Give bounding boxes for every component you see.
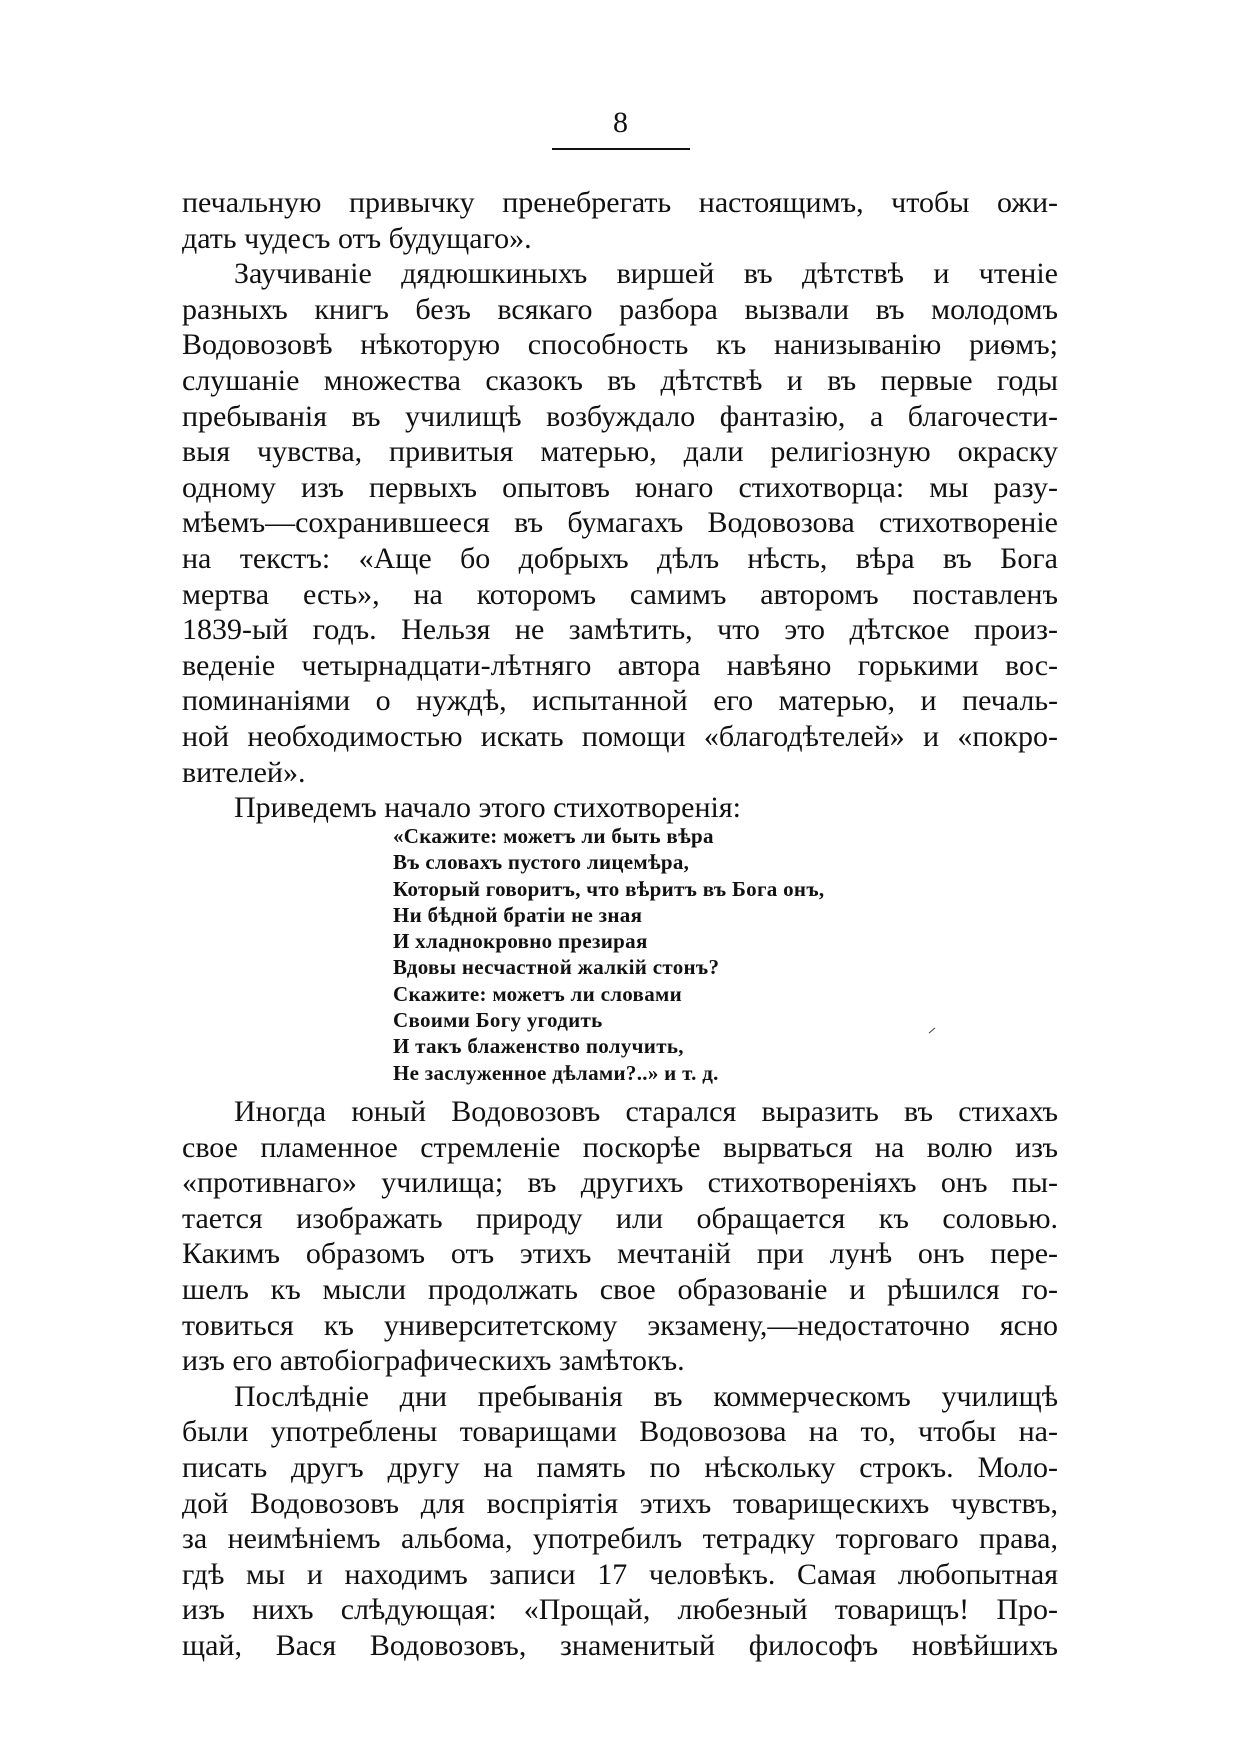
verse-line: Въ словахъ пустого лицемѣра, — [393, 850, 690, 875]
poem-quote — [393, 823, 824, 1086]
verse-line: И хладнокровно презирая — [393, 929, 648, 954]
text-line: щай, Вася Водовозовъ, знаменитый философъ новѣйшихъ — [182, 1628, 1058, 1662]
text-line: печальную привычку пренебрегать настоящимъ, чтобы ожи- — [182, 186, 1058, 219]
verse-line: Не заслуженное дѣлами?..» и т. д. — [393, 1060, 719, 1085]
text-line: 1839-ый годъ. Нельзя не замѣтить, что это дѣтское произ- — [182, 613, 1058, 647]
text-line: поминаніями о нуждѣ, испытанной его матерью, и печаль- — [182, 684, 1058, 718]
verse-line: Своими Богу угодить — [393, 1008, 603, 1033]
text-line: Заучиваніе дядюшкиныхъ виршей въ дѣтствѣ и чтеніе — [234, 257, 1058, 291]
text-line: одному изъ первыхъ опытовъ юнаго стихотворца: мы разу- — [182, 470, 1058, 504]
verse-line: «Скажите: можетъ ли быть вѣра — [393, 824, 714, 848]
text-line: Водовозовѣ нѣкоторую способность къ нанизыванію риѳмъ; — [182, 328, 1058, 362]
text-line: ной необходимостью искать помощи «благодѣтелей» и «покро- — [182, 719, 1058, 753]
page-number: 8 — [613, 106, 628, 139]
scan-speck — [929, 1028, 936, 1034]
text-line: выя чувства, привитыя матерью, дали религіозную окраску — [182, 435, 1058, 469]
text-line: изъ его автобіографическихъ замѣтокъ. — [182, 1344, 685, 1378]
text-line: разныхъ книгъ безъ всякаго разбора вызвали въ молодомъ — [182, 292, 1058, 326]
text-line: мѣемъ—сохранившееся въ бумагахъ Водовозова стихотвореніе — [182, 506, 1058, 540]
text-line: Послѣдніе дни пребыванія въ коммерческомъ училищѣ — [234, 1379, 1058, 1413]
text-line: Какимъ образомъ отъ этихъ мечтаній при лунѣ онъ пере- — [182, 1237, 1058, 1271]
verse-line: Ни бѣдной братіи не зная — [393, 902, 643, 927]
text-line: свое пламенное стремленіе поскорѣе вырваться на волю изъ — [182, 1130, 1058, 1164]
header-rule — [552, 148, 690, 150]
text-line: пребыванія въ училищѣ возбуждало фантазію, а благочести- — [182, 399, 1058, 433]
verse-line: Вдовы несчастной жалкій стонъ? — [393, 955, 720, 980]
text-line: товиться къ университетскому экзамену,—недостаточно ясно — [182, 1308, 1058, 1342]
text-line: вителей». — [182, 755, 306, 789]
text-line: на текстъ: «Аще бо добрыхъ дѣлъ нѣсть, вѣра въ Бога — [182, 541, 1058, 575]
text-line: дой Водовозовъ для воспріятія этихъ товарищескихъ чувствъ, — [182, 1486, 1058, 1520]
verse-line: Который говоритъ, что вѣритъ въ Бога онъ, — [393, 876, 825, 901]
text-line: шелъ къ мысли продолжать свое образованіе и рѣшился го- — [182, 1272, 1058, 1306]
verse-line: Скажите: можетъ ли словами — [393, 981, 682, 1006]
text-block-top — [182, 185, 1058, 826]
text-line: Приведемъ начало этого стихотворенія: — [234, 791, 742, 825]
text-line: гдѣ мы и находимъ записи 17 человѣкъ. Самая любопытная — [182, 1557, 1058, 1591]
text-line: за неимѣніемъ альбома, употребилъ тетрадку торговаго права, — [182, 1522, 1058, 1556]
text-line: Иногда юный Водовозовъ старался выразить въ стихахъ — [234, 1095, 1058, 1128]
text-block-bottom — [182, 1094, 1058, 1664]
text-line: писать другъ другу на память по нѣскольку строкъ. Моло- — [182, 1450, 1058, 1484]
verse-line: И такъ блаженство получить, — [393, 1034, 684, 1059]
text-line: дать чудесъ отъ будущаго». — [182, 221, 532, 255]
text-line: «противнаго» училища; въ другихъ стихотвореніяхъ онъ пы- — [182, 1166, 1058, 1200]
text-line: изъ нихъ слѣдующая: «Прощай, любезный товарищъ! Про- — [182, 1593, 1058, 1627]
text-line: мертва есть», на которомъ самимъ авторомъ поставленъ — [182, 577, 1058, 611]
text-line: слушаніе множества сказокъ въ дѣтствѣ и въ первые годы — [182, 363, 1058, 397]
text-line: были употреблены товарищами Водовозова на то, чтобы на- — [182, 1415, 1058, 1449]
text-line: веденіе четырнадцати-лѣтняго автора навѣяно горькими вос- — [182, 648, 1058, 682]
text-line: тается изображать природу или обращается къ соловью. — [182, 1201, 1058, 1235]
